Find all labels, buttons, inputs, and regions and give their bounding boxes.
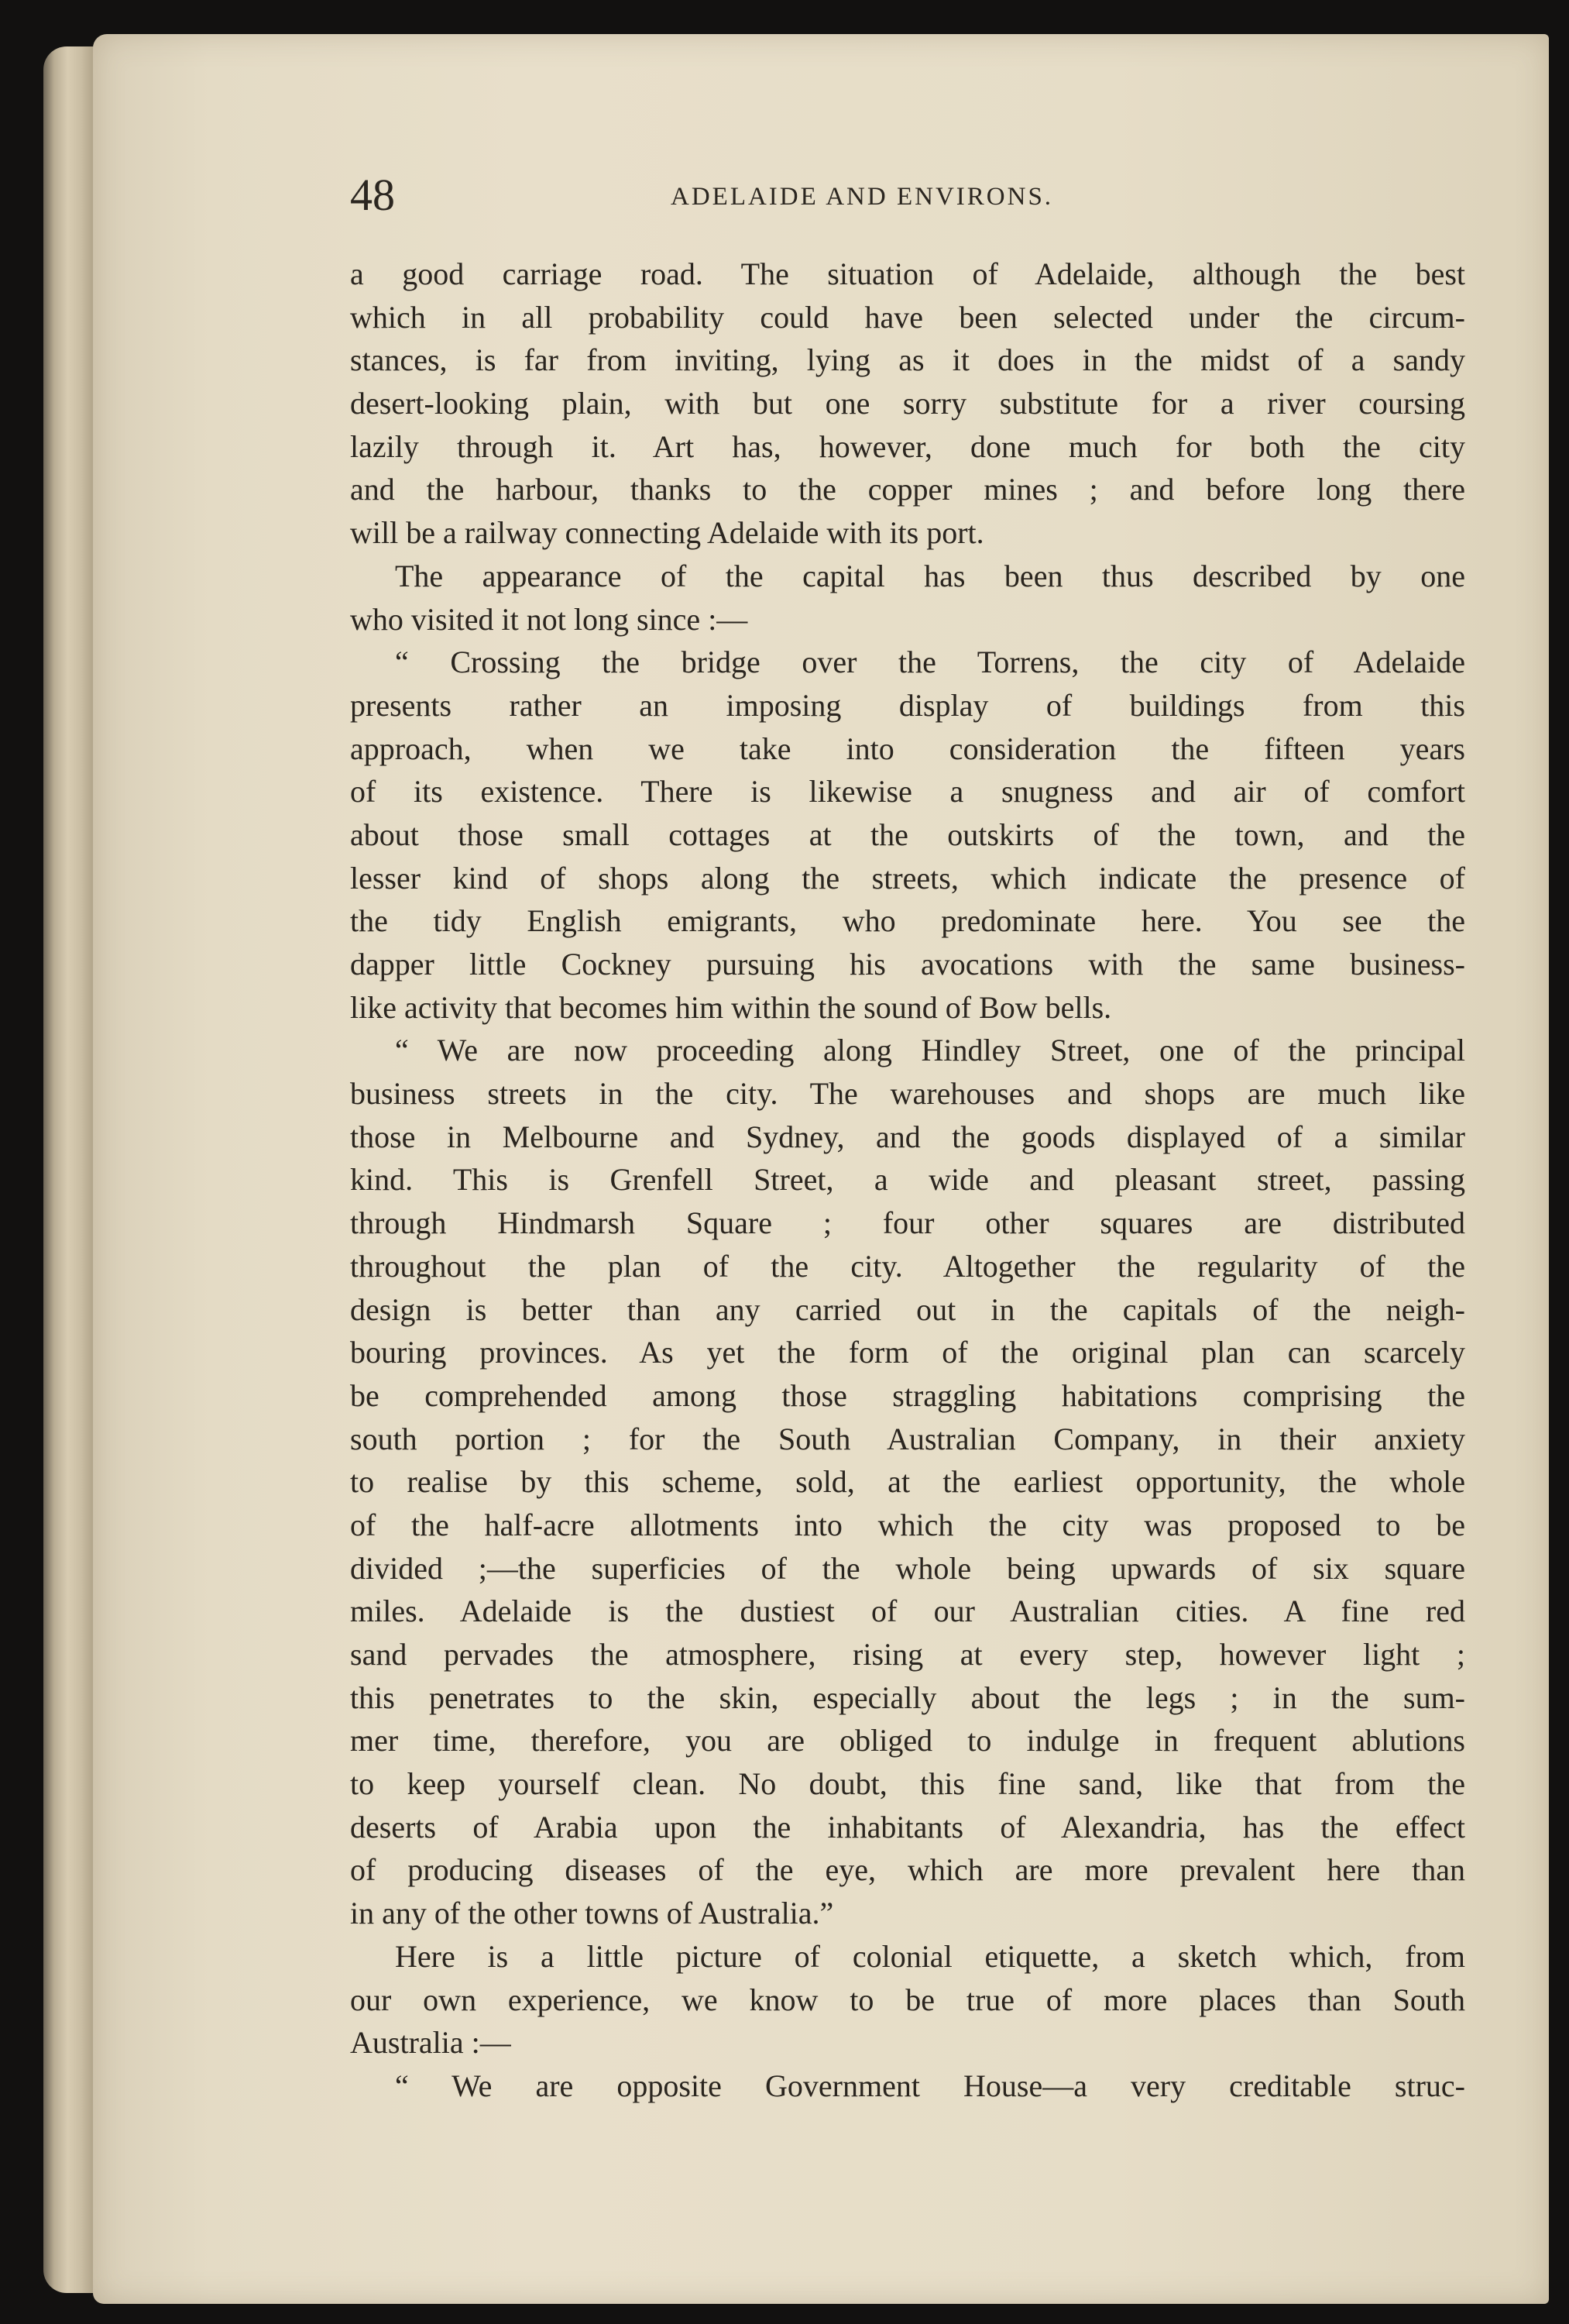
text-line: south portion ; for the South Australian Company, in their anxiety <box>350 1421 1465 1456</box>
text-line: this penetrates to the skin, especially about the legs ; in the sum- <box>350 1679 1465 1715</box>
text-line: throughout the plan of the city. Altogether the regularity of the <box>350 1248 1465 1284</box>
text-line: and the harbour, thanks to the copper mines ; and before long there <box>350 472 1465 507</box>
text-line: approach, when we take into consideration the fifteen years <box>350 731 1465 766</box>
text-line: lazily through it. Art has, however, done much for both the city <box>350 428 1465 464</box>
text-line: design is better than any carried out in the capitals of the neigh- <box>350 1291 1465 1327</box>
running-head: ADELAIDE AND ENVIRONS. <box>671 183 1054 211</box>
text-line: business streets in the city. The warehouses and shops are much like <box>350 1076 1465 1112</box>
text-line: which in all probability could have been selected under the circum- <box>350 299 1465 335</box>
text-line: Australia :— <box>350 2025 511 2061</box>
text-line: divided ;—the superficies of the whole being upwards of six square <box>350 1550 1465 1586</box>
text-line: bouring provinces. As yet the form of the original plan can scarcely <box>350 1335 1465 1370</box>
text-line: a good carriage road. The situation of Adelaide, although the best <box>350 256 1465 291</box>
text-line: the tidy English emigrants, who predominate here. You see the <box>350 903 1465 939</box>
book-page-edges <box>43 46 98 2293</box>
text-line: of its existence. There is likewise a snugness and air of comfort <box>350 774 1465 810</box>
text-line: of the half-acre allotments into which the city was proposed to be <box>350 1507 1465 1542</box>
text-line: about those small cottages at the outskirts of the town, and the <box>350 816 1465 852</box>
text-line: presents rather an imposing display of buildings from this <box>350 687 1465 723</box>
text-line: “ Crossing the bridge over the Torrens, the city of Adelaide <box>395 645 1465 680</box>
page-number: 48 <box>350 170 395 220</box>
text-line: lesser kind of shops along the streets, which indicate the presence of <box>350 860 1465 896</box>
text-line: “ We are opposite Government House—a very creditable struc- <box>395 2068 1465 2103</box>
text-line: mer time, therefore, you are obliged to indulge in frequent ablutions <box>350 1723 1465 1758</box>
text-line: desert-looking plain, with but one sorry substitute for a river coursing <box>350 386 1465 421</box>
text-line: kind. This is Grenfell Street, a wide and pleasant street, passing <box>350 1162 1465 1198</box>
text-line: The appearance of the capital has been thus described by one <box>395 558 1465 593</box>
text-line: will be a railway connecting Adelaide with its port. <box>350 515 984 551</box>
text-line: deserts of Arabia upon the inhabitants of Alexandria, has the effect <box>350 1809 1465 1844</box>
text-line: through Hindmarsh Square ; four other squares are distributed <box>350 1205 1465 1241</box>
text-line: in any of the other towns of Australia.” <box>350 1896 834 1931</box>
body-text <box>350 253 1465 2108</box>
text-line: our own experience, we know to be true of more places than South <box>350 1982 1465 2017</box>
text-line: miles. Adelaide is the dustiest of our Australian cities. A fine red <box>350 1593 1465 1629</box>
text-line: to keep yourself clean. No doubt, this fine sand, like that from the <box>350 1766 1465 1802</box>
text-line: like activity that becomes him within the sound of Bow bells. <box>350 989 1112 1025</box>
text-line: sand pervades the atmosphere, rising at every step, however light ; <box>350 1637 1465 1672</box>
text-line: to realise by this scheme, sold, at the earliest opportunity, the whole <box>350 1464 1465 1500</box>
text-line: stances, is far from inviting, lying as it does in the midst of a sandy <box>350 342 1465 378</box>
text-line: of producing diseases of the eye, which are more prevalent here than <box>350 1852 1465 1888</box>
text-line: Here is a little picture of colonial etiquette, a sketch which, from <box>395 1938 1465 1974</box>
text-line: “ We are now proceeding along Hindley Street, one of the principal <box>395 1033 1465 1068</box>
page-header <box>350 172 1465 226</box>
text-line: dapper little Cockney pursuing his avocations with the same business- <box>350 947 1465 982</box>
text-line: who visited it not long since :— <box>350 601 748 637</box>
text-line: be comprehended among those straggling habitations comprising the <box>350 1377 1465 1413</box>
text-line: those in Melbourne and Sydney, and the goods displayed of a similar <box>350 1119 1465 1154</box>
